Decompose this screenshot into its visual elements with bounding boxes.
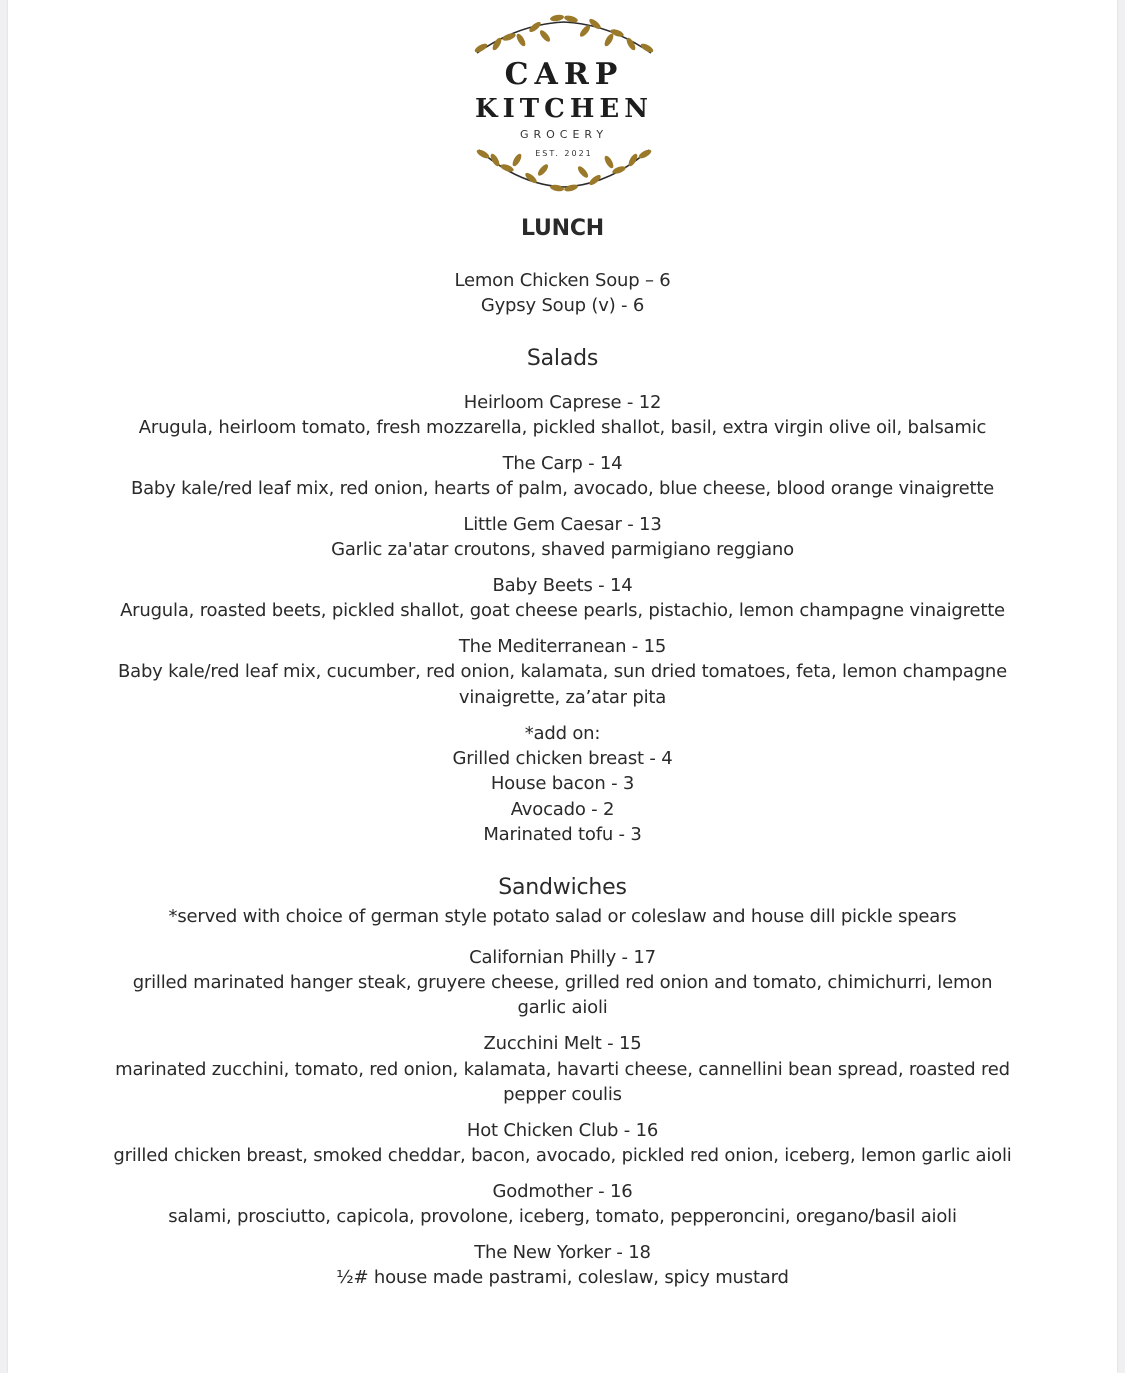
soup-item: Lemon Chicken Soup – 6	[454, 270, 671, 291]
salad-item-description: Baby kale/red leaf mix, red onion, hearts of palm, avocado, blue cheese, blood orange vinaigrette	[130, 478, 995, 499]
addon-item: Grilled chicken breast - 4	[452, 748, 673, 769]
salad-item-description: Baby kale/red leaf mix, cucumber, red onion, kalamata, sun dried tomatoes, feta, lemon champagne	[117, 661, 1008, 682]
sandwich-item-name: Zucchini Melt - 15	[483, 1033, 642, 1054]
sandwiches-note: *served with choice of german style potato salad or coleslaw and house dill pickle spears	[168, 906, 957, 927]
salad-item-description: vinaigrette, za’atar pita	[458, 687, 667, 708]
salad-item-name: The Carp - 14	[502, 453, 623, 474]
logo-kitchen-text: KITCHEN	[475, 94, 653, 124]
salad-item-name: The Mediterranean - 15	[458, 636, 667, 657]
sandwich-item-name: Californian Philly - 17	[469, 947, 656, 968]
soup-item: Gypsy Soup (v) - 6	[480, 295, 645, 316]
sandwich-item-name: Hot Chicken Club - 16	[466, 1120, 659, 1141]
addons-label: *add on:	[524, 723, 601, 744]
menu-title: LUNCH	[520, 216, 605, 241]
sandwich-item-description: marinated zucchini, tomato, red onion, kalamata, havarti cheese, cannellini bean spread, roasted red	[115, 1059, 1010, 1080]
addon-item: Marinated tofu - 3	[483, 824, 642, 845]
sandwich-item-name: The New Yorker - 18	[474, 1242, 651, 1263]
logo-carp-text: CARP	[504, 57, 624, 92]
laurel-leaf-icon	[515, 32, 527, 47]
sandwich-item-description: grilled chicken breast, smoked cheddar, bacon, avocado, pickled red onion, iceberg, lemon garlic aioli	[113, 1145, 1012, 1166]
menu-page	[8, 0, 1117, 1373]
laurel-leaf-icon	[473, 42, 488, 54]
salads-heading: Salads	[526, 346, 599, 371]
salad-item-name: Baby Beets - 14	[492, 575, 633, 596]
salad-item-name: Heirloom Caprese - 12	[463, 392, 662, 413]
addon-item: Avocado - 2	[510, 799, 615, 820]
salad-item-description: Garlic za'atar croutons, shaved parmigiano reggiano	[331, 539, 794, 560]
laurel-leaf-icon	[550, 14, 565, 22]
logo-established-text: EST. 2021	[535, 149, 593, 158]
laurel-leaf-icon	[538, 29, 552, 44]
sandwich-item-description: grilled marinated hanger steak, gruyere cheese, grilled red onion and tomato, chimichurri, lemon	[132, 972, 993, 993]
salad-item-description: Arugula, roasted beets, pickled shallot, goat cheese pearls, pistachio, lemon champagne vinaigrette	[120, 600, 1005, 621]
carp-kitchen-logo	[459, 10, 669, 195]
addon-item: House bacon - 3	[490, 773, 635, 794]
sandwich-item-description: pepper coulis	[503, 1084, 622, 1105]
sandwich-item-description: ½# house made pastrami, coleslaw, spicy mustard	[336, 1267, 789, 1288]
sandwiches-heading: Sandwiches	[498, 875, 627, 900]
laurel-leaf-icon	[576, 165, 590, 180]
laurel-leaf-icon	[499, 163, 514, 173]
laurel-leaf-icon	[639, 42, 654, 54]
salad-item-description: Arugula, heirloom tomato, fresh mozzarella, pickled shallot, basil, extra virgin olive oil, balsamic	[138, 417, 987, 438]
logo-grocery-text: GROCERY	[519, 128, 609, 141]
sandwich-item-name: Godmother - 16	[492, 1181, 633, 1202]
sandwich-item-description: salami, prosciutto, capicola, provolone, iceberg, tomato, pepperoncini, oregano/basil aioli	[168, 1206, 957, 1227]
laurel-leaf-icon	[536, 163, 550, 178]
salad-item-name: Little Gem Caesar - 13	[463, 514, 662, 535]
laurel-leaf-icon	[563, 183, 578, 192]
laurel-leaf-icon	[603, 32, 615, 47]
sandwich-item-description: garlic aioli	[517, 997, 608, 1018]
